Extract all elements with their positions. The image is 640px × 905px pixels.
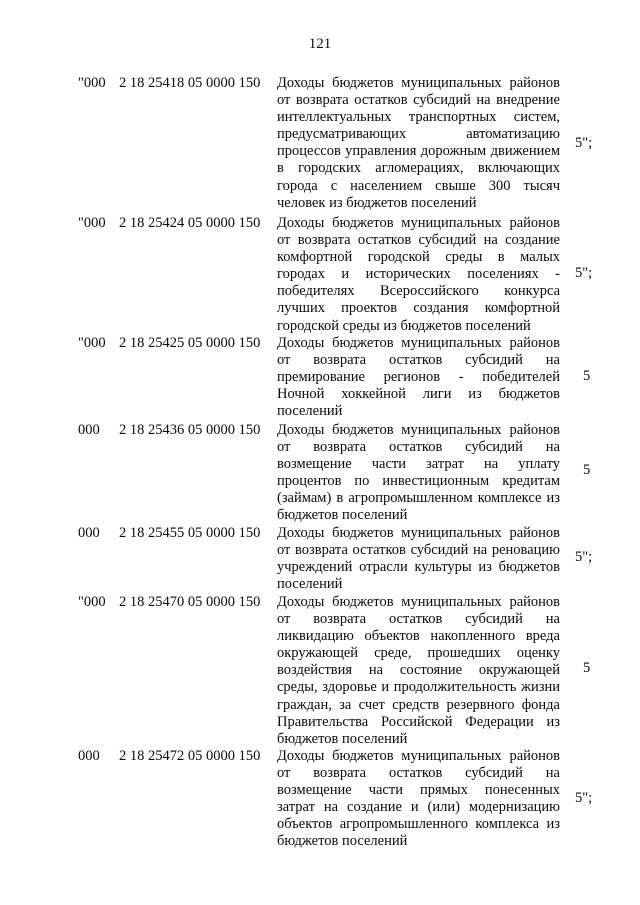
admin-code: "000 (78, 75, 106, 91)
revenue-description: Доходы бюджетов муниципальных районов от возврата остатков субсидий на возмещение части прямых понесенных затрат на создание и (или) модернизацию объектов агропромышленного комплекса из бюджетов поселений (277, 748, 560, 850)
allocation-norm: 5"; (575, 790, 593, 806)
admin-code: "000 (78, 215, 106, 231)
admin-code: "000 (78, 335, 106, 351)
allocation-norm: 5 (583, 462, 591, 478)
revenue-description: Доходы бюджетов муниципальных районов от возврата остатков субсидий на возмещение части затрат на уплату процентов по инвестиционным кредитам (займам) в агропромышленном комплексе из бюджетов поселений (277, 422, 560, 524)
revenue-description: Доходы бюджетов муниципальных районов от возврата остатков субсидий на реновацию учреждений отрасли культуры из бюджетов поселений (277, 525, 560, 593)
admin-code: 000 (78, 748, 100, 764)
revenue-description: Доходы бюджетов муниципальных районов от возврата остатков субсидий на внедрение интеллектуальных транспортных систем, предусматривающих автоматизацию процессов управления дорожным движением в городских агломерациях, включающих города с населением свыше 300 тысяч человек из бюджетов поселений (277, 75, 560, 211)
budget-classification-code: 2 18 25425 05 0000 150 (119, 335, 261, 351)
allocation-norm: 5 (583, 660, 591, 676)
budget-classification-code: 2 18 25418 05 0000 150 (119, 75, 261, 91)
page-number: 121 (308, 36, 332, 52)
admin-code: 000 (78, 525, 100, 541)
budget-classification-code: 2 18 25470 05 0000 150 (119, 594, 261, 610)
revenue-description: Доходы бюджетов муниципальных районов от возврата остатков субсидий на создание комфортной городской среды в малых городах и исторических поселениях - победителях Всероссийского конкурса лучших проектов создания комфортной городской среды из бюджетов поселений (277, 215, 560, 334)
allocation-norm: 5 (583, 368, 591, 384)
allocation-norm: 5"; (575, 549, 593, 565)
revenue-description: Доходы бюджетов муниципальных районов от возврата остатков субсидий на премирование регионов - победителей Ночной хоккейной лиги из бюджетов поселений (277, 335, 560, 420)
budget-classification-code: 2 18 25455 05 0000 150 (119, 525, 261, 541)
budget-classification-code: 2 18 25472 05 0000 150 (119, 748, 261, 764)
allocation-norm: 5"; (575, 135, 593, 151)
budget-classification-code: 2 18 25424 05 0000 150 (119, 215, 261, 231)
budget-classification-code: 2 18 25436 05 0000 150 (119, 422, 261, 438)
admin-code: "000 (78, 594, 106, 610)
allocation-norm: 5"; (575, 265, 593, 281)
admin-code: 000 (78, 422, 100, 438)
revenue-description: Доходы бюджетов муниципальных районов от возврата остатков субсидий на ликвидацию объектов накопленного вреда окружающей среде, прошедших оценку воздействия на состояние окружающей среды, здоровье и продолжительность жизни граждан, за счет средств резервного фонда Правительства Российской Федерации из бюджетов поселений (277, 594, 560, 747)
